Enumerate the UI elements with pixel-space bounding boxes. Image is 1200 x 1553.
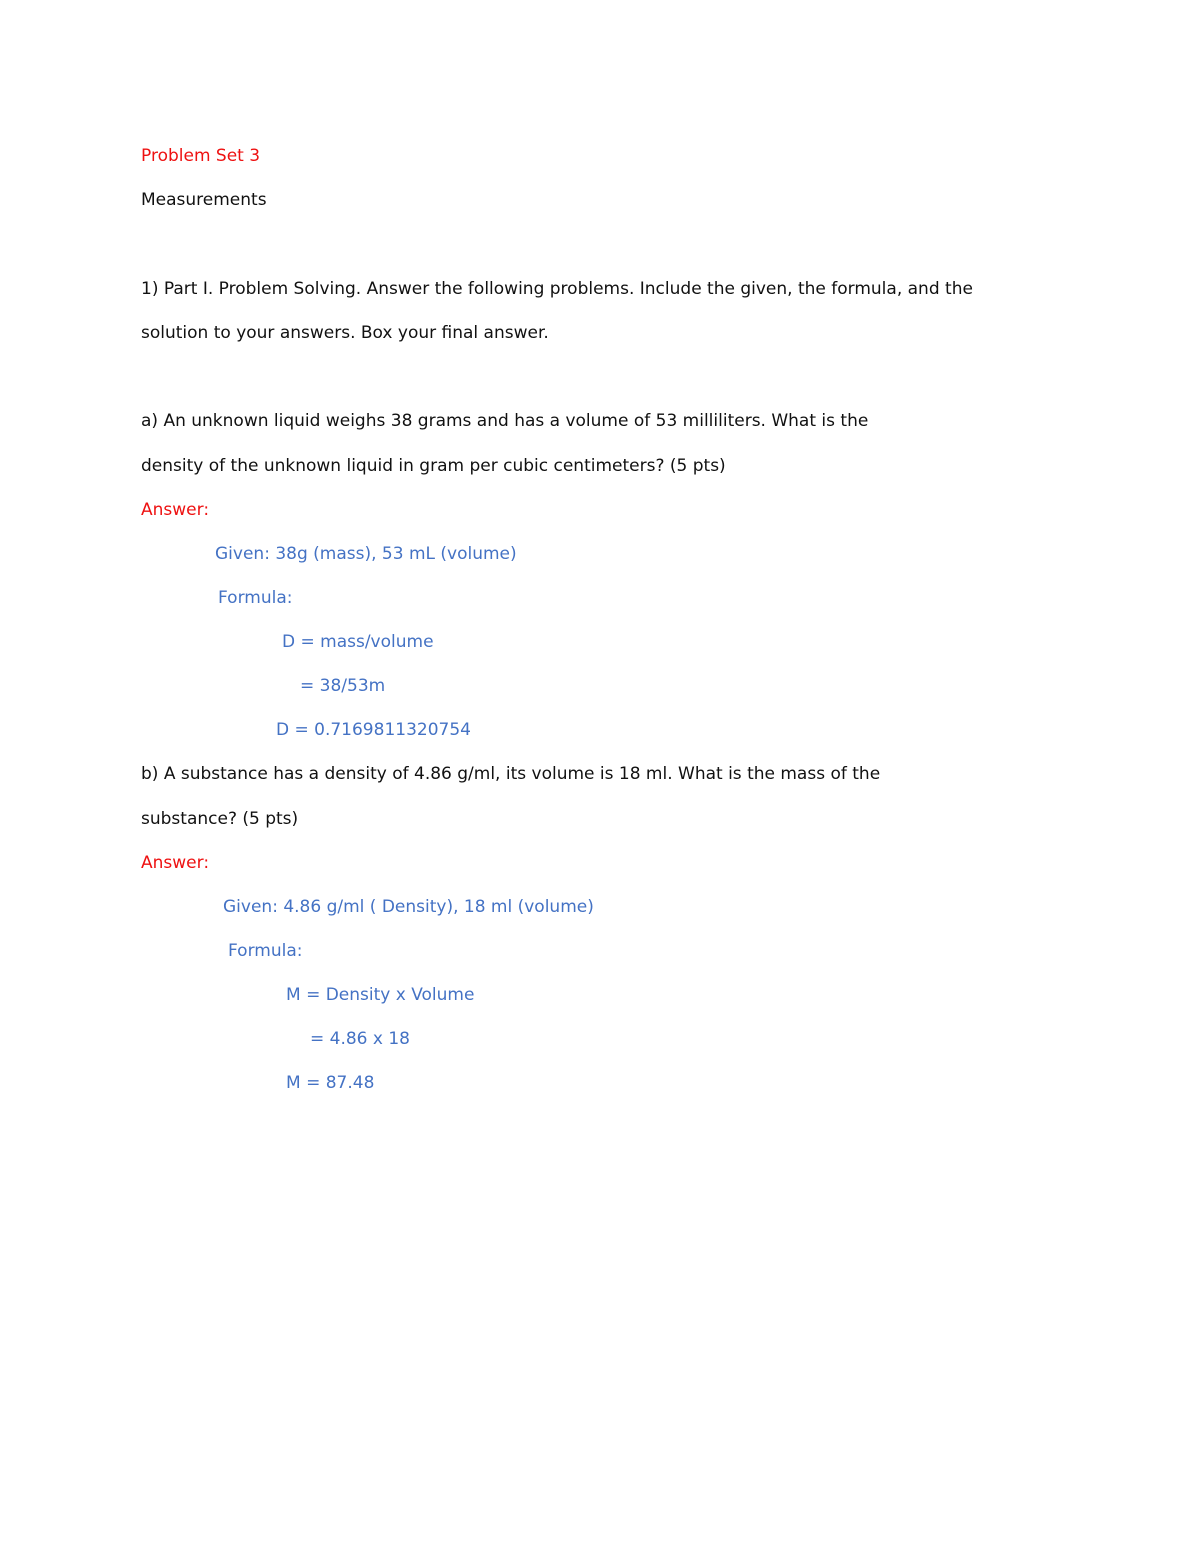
problem-a-given: Given: 38g (mass), 53 mL (volume) (215, 544, 517, 564)
problem-b-formula: M = Density x Volume (286, 985, 475, 1005)
problem-b-question-line-2: substance? (5 pts) (141, 809, 299, 829)
problem-a-question-line-1: a) An unknown liquid weighs 38 grams and has a volume of 53 milliliters. What is the (141, 411, 869, 431)
page-subtitle: Measurements (141, 190, 267, 210)
page-title: Problem Set 3 (141, 146, 261, 166)
problem-a-formula: D = mass/volume (282, 632, 434, 652)
problem-b-formula-label: Formula: (228, 941, 303, 961)
problem-b-substitution: = 4.86 x 18 (310, 1029, 410, 1049)
problem-b-question-line-1: b) A substance has a density of 4.86 g/ml, its volume is 18 ml. What is the mass of the (141, 764, 881, 784)
problem-a-formula-label: Formula: (218, 588, 293, 608)
problem-a-answer-label: Answer: (141, 500, 210, 520)
problem-b-answer-label: Answer: (141, 853, 210, 873)
problem-a-substitution: = 38/53m (300, 676, 386, 696)
problem-b-given: Given: 4.86 g/ml ( Density), 18 ml (volume) (223, 897, 594, 917)
problem-b-result: M = 87.48 (286, 1073, 375, 1093)
instructions-line-2: solution to your answers. Box your final answer. (141, 323, 549, 343)
instructions-line-1: 1) Part I. Problem Solving. Answer the following problems. Include the given, the formula, and the (141, 279, 973, 299)
problem-a-result: D = 0.7169811320754 (276, 720, 471, 740)
problem-a-question-line-2: density of the unknown liquid in gram per cubic centimeters? (5 pts) (141, 456, 726, 476)
